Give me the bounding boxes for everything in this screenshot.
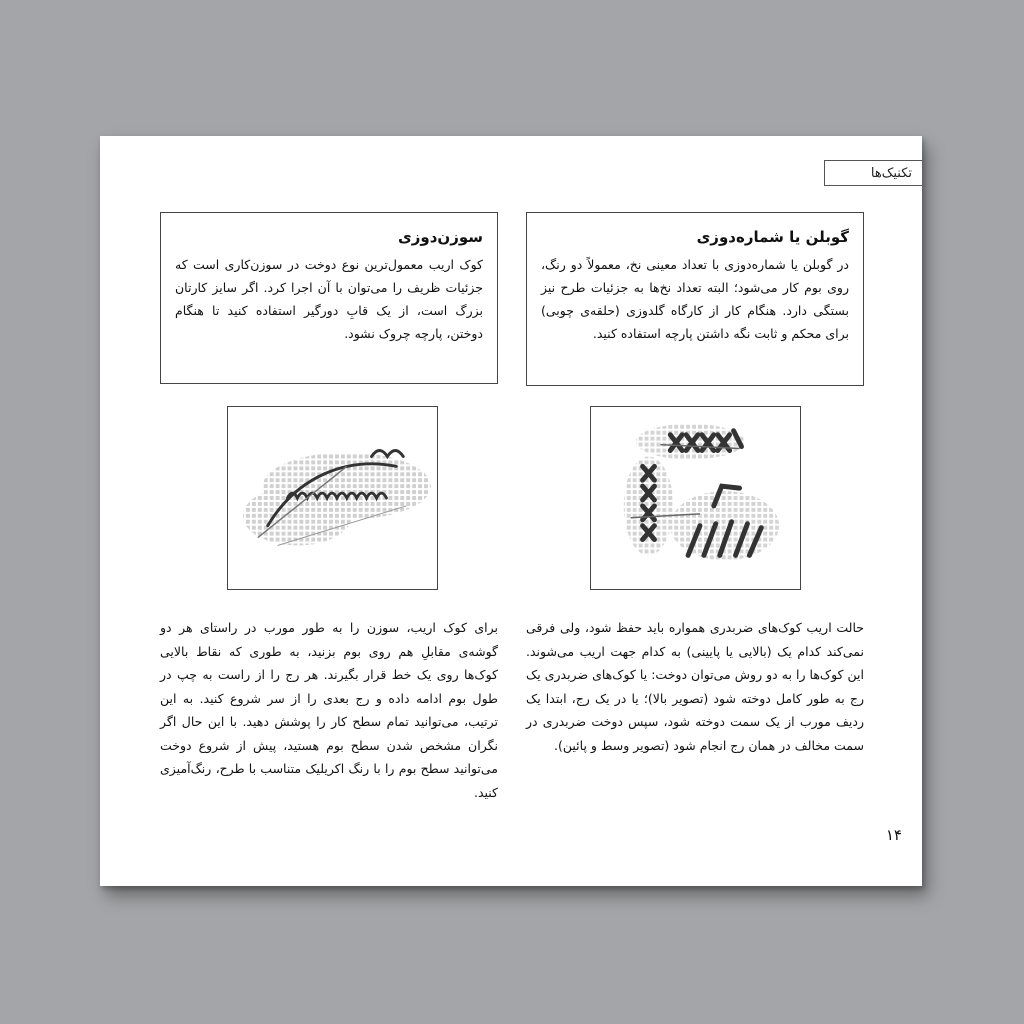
section-tab bbox=[824, 160, 922, 186]
needlepoint-body: کوک اریب معمول‌ترین نوع دوخت در سوزن‌کاری است که جزئیات ظریف را می‌توان با آن اجرا کرد. اگر سایز کارتان بزرگ است، از یک قابِ دورگیر استفاده کنید تا هنگام دوختن، پارچه چروک نشود. bbox=[175, 257, 483, 341]
cross-stitch-paragraph: حالت اریب کوک‌های ضربدری همواره باید حفظ شود، ولی فرقی نمی‌کند کدام یک (بالایی یا پایینی) به کدام جهت اریب می‌شوند. این کوک‌ها را به دو روش می‌توان دوخت: یا کوک‌های ضربدری یک رج به طور کامل دوخته شود (تصویر بالا)؛ یا در یک رج، ابتدا یک ردیف مورب از یک سمت دوخته شود، سپس دوخت ضربدری در سمت مخالف در همان رج انجام شود (تصویر وسط و پائین). bbox=[526, 620, 864, 753]
cross-stitch-drawing bbox=[591, 407, 800, 589]
needlepoint-info-box bbox=[160, 212, 498, 384]
needlepoint-title: سوزن‌دوزی bbox=[398, 228, 483, 246]
page-number: ۱۴ bbox=[885, 826, 902, 844]
tent-stitch-paragraph: برای کوک اریب، سوزن را به طور مورب در راستای هر دو گوشه‌ی مقابلِ هم روی بوم بزنید، به طوری که نقاط بالایی کوک‌ها روی یک خط قرار بگیرند. هر رج را از راست به چپ در طول بوم ادامه داده و رج بعدی را از سر شروع کنید. به این ترتیب، می‌توانید تمام سطح کار را پوشش دهید. با این حال اگر نگران مشخص شدن سطح بوم هستید، پیش از شروع دوخت می‌توانید سطح بوم را با رنگ اکریلیک متناسب با طرح، رنگ‌آمیزی کنید. bbox=[160, 620, 498, 800]
book-page bbox=[100, 136, 922, 886]
cross-stitch-illustration bbox=[590, 406, 801, 590]
goblin-body: در گوبلن یا شماره‌دوزی با تعداد معینی نخ، معمولاً دو رنگ، روی بوم کار می‌شود؛ البته تعداد نخ‌ها به جزئیات طرح نیز بستگی دارد. هنگام کار از کارگاه گلدوزی (حلقه‌ی چوبی) برای محکم و ثابت نگه داشتن پارچه استفاده کنید. bbox=[541, 257, 849, 341]
tent-stitch-illustration bbox=[227, 406, 438, 590]
section-label: تکنیک‌ها bbox=[870, 165, 912, 181]
cross-stitch-text bbox=[526, 616, 864, 757]
tent-stitch-drawing bbox=[228, 407, 437, 589]
goblin-title: گوبلن یا شماره‌دوزی bbox=[696, 228, 849, 246]
tent-stitch-text bbox=[160, 616, 498, 804]
goblin-info-box bbox=[526, 212, 864, 386]
